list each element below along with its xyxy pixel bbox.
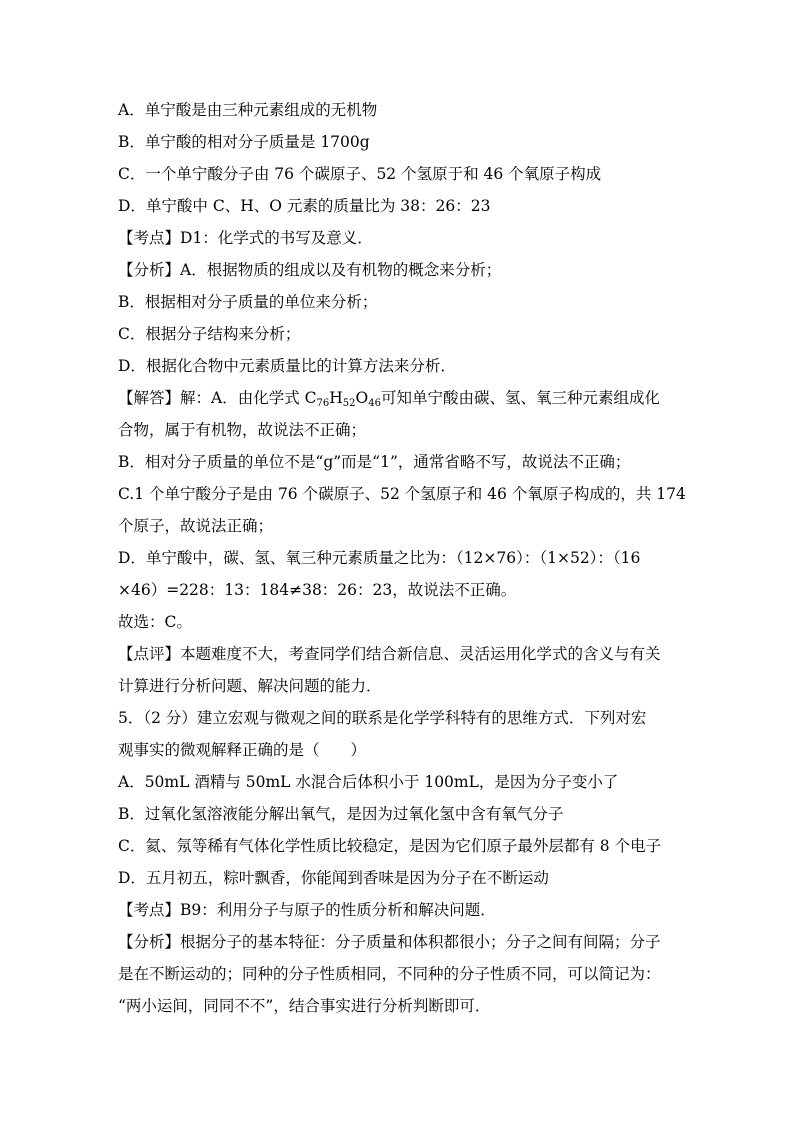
q5-option-c: C．氦、氖等稀有气体化学性质比较稳定，是因为它们原子最外层都有 8 个电子 [118,837,662,855]
jieda-tag: 【解答】 [118,389,181,407]
kaodian-tag: 【考点】 [118,901,181,919]
formula-o: O [355,389,369,407]
formula-sub-h: 52 [342,398,356,409]
q5-option-b: B．过氧化氢溶液能分解出氧气，是因为过氧化氢中含有氧气分子 [118,805,564,823]
q4-dianping [118,644,661,664]
q4-fenxi-line: C．根据分子结构来分析； [118,325,301,343]
formula-sub-o: 46 [368,398,381,409]
q4-jieda-line: 合物，属于有机物，故说法不正确； [118,421,367,439]
fenxi-first: A．根据物质的组成以及有机物的概念来分析； [180,261,502,279]
q4-option-c: C．一个单宁酸分子由 76 个碳原子、52 个氢原于和 46 个氧原子构成 [118,165,602,183]
q4-fenxi [118,260,501,280]
formula-sub-c: 76 [316,398,330,409]
q4-kaodian [118,228,373,248]
q4-jieda-line: D．单宁酸中，碳、氢、氧三种元素质量之比为：（12×76）：（1×52）：（16 [118,549,641,567]
fenxi-tag: 【分析】 [118,933,181,951]
q5-option-a: A．50mL 酒精与 50mL 水混合后体积小于 100mL，是因为分子变小了 [118,773,619,791]
q4-option-d: D．单宁酸中 C、H、O 元素的质量比为 38：26：23 [118,197,491,215]
kaodian-tag: 【考点】 [118,229,181,247]
q5-kaodian [118,900,496,920]
q5-option-d: D．五月初五，粽叶飘香，你能闻到香味是因为分子在不断运动 [118,869,549,887]
q4-jieda-line: 故选：C。 [118,613,192,631]
q4-option-b: B．单宁酸的相对分子质量是 1700g [118,133,370,151]
q4-jieda-line: C.1 个单宁酸分子是由 76 个碳原子、52 个氢原子和 46 个氧原子构成的，共 174 [118,485,686,503]
q4-option-a: A．单宁酸是由三种元素组成的无机物 [118,101,378,119]
kaodian-text: B9：利用分子与原子的性质分析和解决问题． [180,901,496,919]
formula-h: H [329,389,343,407]
q4-fenxi-line: D．根据化合物中元素质量比的计算方法来分析． [118,357,456,375]
dianping-tag: 【点评】 [118,645,181,663]
fenxi-tag: 【分析】 [118,261,181,279]
jieda-tail: 可知单宁酸由碳、氢、氧三种元素组成化 [380,389,660,407]
q5-fenxi-line: 是在不断运动的；同种的分子性质相同，不同种的分子性质不同，可以简记为： [118,965,661,983]
fenxi-first: 根据分子的基本特征：分子质量和体积都很小；分子之间有间隔；分子 [180,933,661,951]
q5-stem: 观事实的微观解释正确的是（ ） [118,741,367,759]
q5-stem: 5．（2 分）建立宏观与微观之间的联系是化学学科特有的思维方式．下列对宏 [118,709,647,727]
jieda-lead: 解：A．由化学式 C [180,389,317,407]
q4-dianping-line: 计算进行分析问题、解决问题的能力． [118,677,382,695]
kaodian-text: D1：化学式的书写及意义． [180,229,373,247]
q4-jieda-line: B．相对分子质量的单位不是“g”而是“1”，通常省略不写，故说法不正确； [118,453,631,471]
dianping-first: 本题难度不大，考查同学们结合新信息、灵活运用化学式的含义与有关 [180,645,661,663]
q5-fenxi [118,932,661,952]
q4-jieda-line: ×46）=228：13：184≠38：26：23，故说法不正确。 [118,581,517,599]
q4-jieda [118,388,660,408]
q4-fenxi-line: B．根据相对分子质量的单位来分析； [118,293,378,311]
q5-fenxi-line: “两小运间，同同不不”，结合事实进行分析判断即可． [118,997,491,1015]
q4-jieda-line: 个原子，故说法正确； [118,517,274,535]
